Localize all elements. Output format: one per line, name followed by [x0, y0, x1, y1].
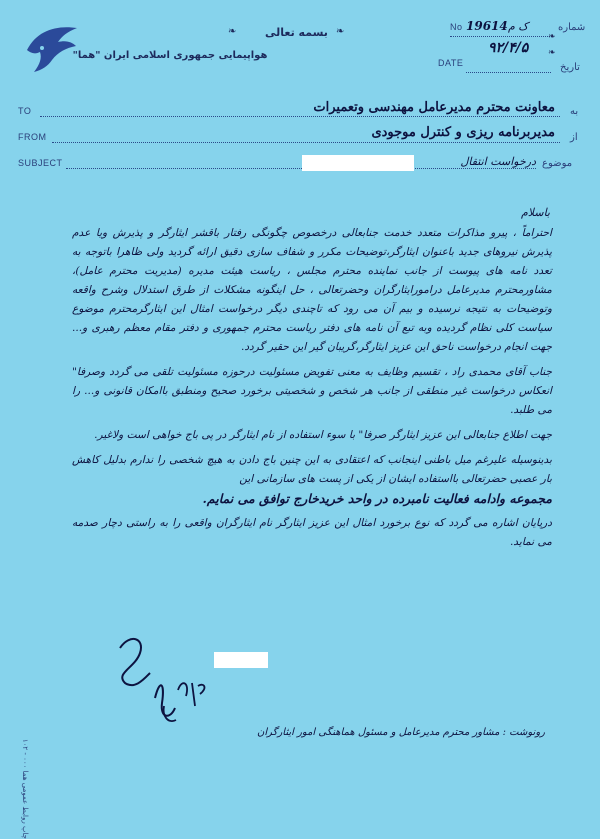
paragraph-4-bold: مجموعه وادامه فعالیت نامبرده در واحد خریدخارج توافق می نمایم. — [202, 491, 552, 506]
subject-value: درخواست انتقال — [460, 155, 536, 168]
number-value: 19614 — [466, 19, 508, 33]
date-label-fa: تاریخ — [560, 62, 580, 73]
date-value: ۹۲/۴/۵ — [488, 40, 529, 56]
greeting: باسلام — [520, 206, 550, 219]
ornament-icon: ❧ — [336, 26, 345, 37]
print-code: چاپ روابط عمومی هما ۰۰۰ - ۱۰۲ — [21, 738, 29, 839]
subject-label-en: SUBJECT — [18, 158, 63, 168]
number-prefix: ک م — [508, 20, 529, 33]
redaction-box — [302, 155, 414, 171]
paragraph-4: بدینوسیله علیرغم میل باطنی اینجانب که اعتقادی به این چنین باج دادن به هیچ شخصی را ندارم بدلیل کاهش بار عصبی حضرتعالی بااستفاده ایشان از یکی از پست های سازمانی این — [72, 454, 552, 485]
date-label-en: DATE — [438, 58, 464, 68]
paragraph-5: درپایان اشاره می گردد که نوع برخورد امثال این عزیز ایثارگر نام ایثارگران واقعی را به راستی دچار صدمه می نماید. — [72, 517, 552, 548]
letter-body — [72, 224, 552, 558]
subject-label-fa: موضوع — [542, 158, 573, 169]
ornament-icon: ❧ — [548, 32, 556, 42]
number-label-en: No — [450, 22, 463, 32]
from-label-fa: از — [570, 132, 578, 143]
cc-line: رونوشت : مشاور محترم مدیرعامل و مسئول هماهنگی امور ایثارگران — [257, 727, 545, 738]
from-value: مدیربرنامه ریزی و کنترل موجودی — [371, 125, 555, 140]
to-value: معاونت محترم مدیرعامل مهندسی وتعمیرات — [313, 100, 555, 115]
paragraph-3: جهت اطلاع جنابعالی این عزیز ایثارگر صرفا" با سوء استفاده از نام ایثارگر در پی باج خواهی است ولاغیر. — [94, 429, 552, 441]
handwritten-signature — [100, 628, 230, 728]
to-label-fa: به — [570, 106, 579, 117]
to-label-en: TO — [18, 106, 32, 116]
ornament-icon: ❧ — [548, 48, 556, 58]
paragraph-2: جناب آقای محمدی راد ، تقسیم وظایف به معنی تفویض مسئولیت درحوزه مسئولیت تلقی می گردد وصرفا" انعکاس درخواست غیر منطقی از جانب هر شخص و شخصیتی برخورد صحیح ومنطبق باامکان قانونی و... را می طلبد. — [72, 366, 552, 416]
org-name: هواپیمایی جمهوری اسلامی ایران "هما" — [72, 50, 268, 61]
ornament-icon: ❧ — [228, 26, 237, 37]
paragraph-1: احتراماً ، پیرو مذاکرات متعدد خدمت جنابعالی درخصوص چگونگی رفتار باقشر ایثارگر و پذیرش ویا عدم پذیرش نیروهای جدید باعنوان ایثارگر،توضیحات مکرر و شفاف سازی دقیق ارائه گردید ولی ظاهرا باتوجه به تعدد نامه های پیوست از جانب نماینده محترم مجلس ، ریاست هیئت مدیره (مدیریت محترم عامل)، مشاورمحترم مدیرعامل درامورایثارگران وحضرتعالی ، حل اینگونه مشکلات از طرق استدلال وشرح واقعه وتوضیحات به نتیجه نرسیده و بیم آن می رود که تاچندی دیگر درخواست امثال این ایثارگرمحترم موضوع سیاست کلی نظام گردیده وبه تبع آن نامه های دفتر ریاست محترم جمهوری و دفتر مقام معظم رهبری و... جهت انجام درخواست ناحق این عزیز ایثارگر،گریبان گیر این حقیر گردد. — [72, 227, 552, 353]
number-label-fa: شماره — [558, 22, 586, 33]
basmala: بسمه تعالی — [265, 26, 328, 39]
from-label-en: FROM — [18, 132, 47, 142]
